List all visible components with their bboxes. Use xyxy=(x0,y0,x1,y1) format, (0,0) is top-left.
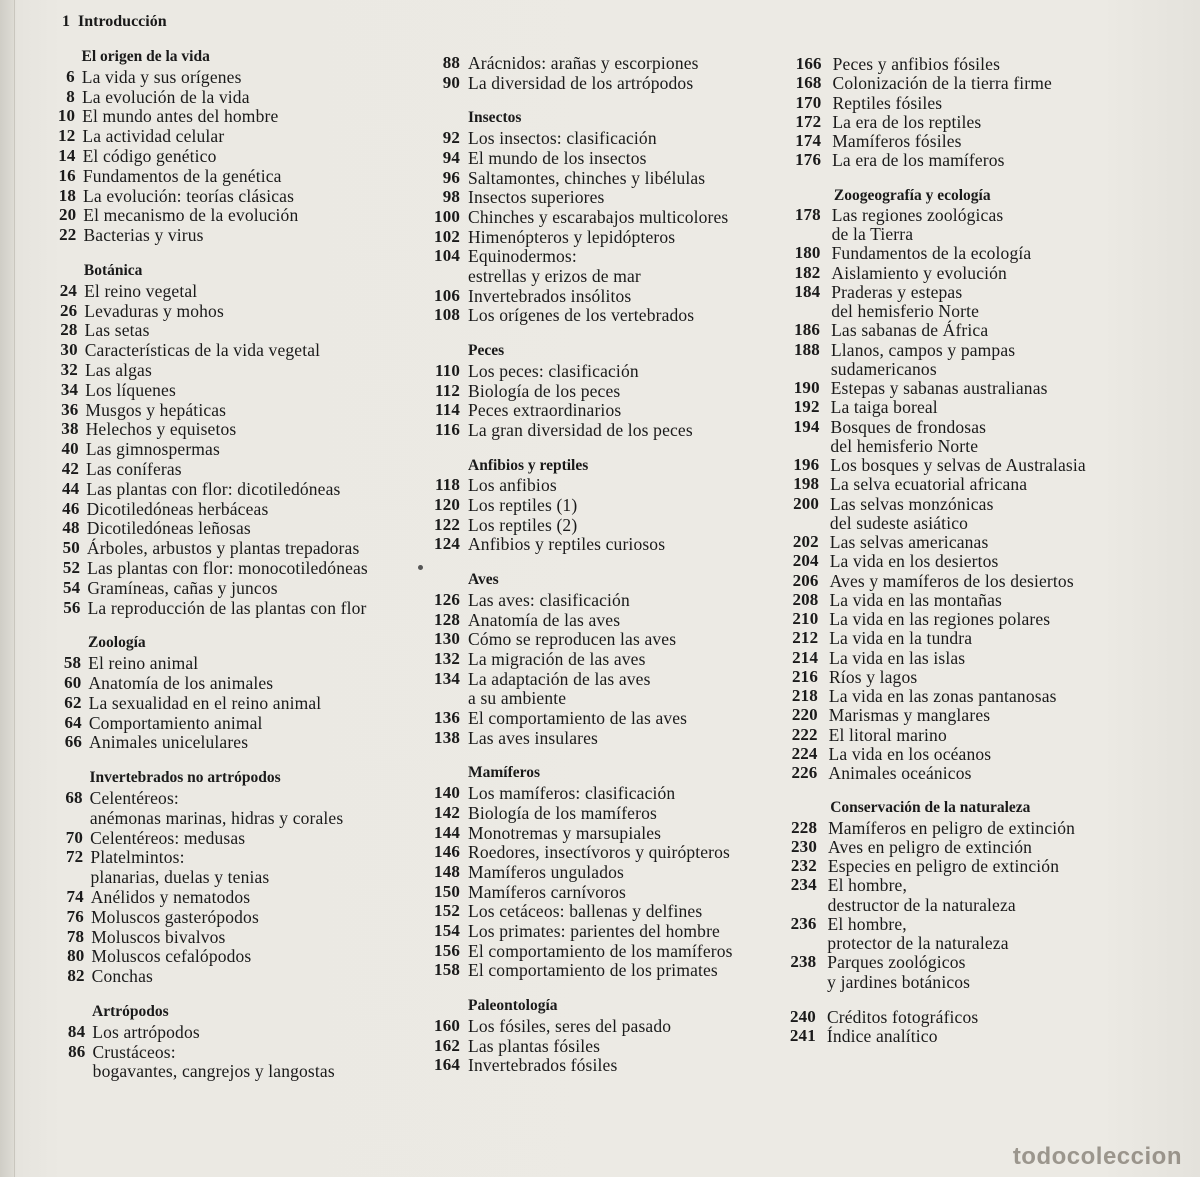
page-number: 240 xyxy=(790,1006,816,1026)
page-number: 136 xyxy=(434,708,460,727)
page-number: 54 xyxy=(63,577,81,597)
page-number: 188 xyxy=(794,339,820,359)
page-number: 104 xyxy=(434,246,460,266)
entry-title: Platelmintos: xyxy=(90,847,185,868)
entry-title: Saltamontes, chinches y libélulas xyxy=(468,167,706,188)
entry-title: Animales oceánicos xyxy=(828,763,972,783)
entry-title: La era de los mamíferos xyxy=(832,150,1005,171)
entry-title: Las regiones zoológicas xyxy=(831,204,1004,225)
entry-title: Arácnidos: arañas y escorpiones xyxy=(468,53,699,73)
entry-title: Celentéreos: xyxy=(89,788,179,808)
entry-title: Árboles, arbustos y plantas trepadoras xyxy=(86,538,360,559)
page-number: 176 xyxy=(795,150,822,170)
page-number: 210 xyxy=(792,609,819,628)
intro-label: Introducción xyxy=(78,13,167,30)
entry-title: La vida y sus orígenes xyxy=(81,66,242,87)
page-number: 60 xyxy=(64,673,82,692)
entry-title: Características de la vida vegetal xyxy=(84,340,321,361)
page-number: 120 xyxy=(434,495,460,514)
page-number: 166 xyxy=(795,54,822,73)
entry-title: Levaduras y mohos xyxy=(84,300,224,321)
entry-title: Celentéreos: medusas xyxy=(90,827,246,848)
entry-title: Los reptiles (1) xyxy=(468,495,578,515)
page-number: 32 xyxy=(60,360,78,379)
entry-title: Aislamiento y evolución xyxy=(831,262,1007,283)
page-number: 216 xyxy=(792,666,818,686)
page-number: 14 xyxy=(58,146,76,165)
page-number: 10 xyxy=(57,106,76,126)
page-number: 144 xyxy=(434,822,460,842)
entry-title: La actividad celular xyxy=(82,126,225,147)
entry-title: Crustáceos: xyxy=(92,1041,176,1062)
page-number: 158 xyxy=(434,960,460,980)
entry-title: Biología de los peces xyxy=(468,380,621,401)
entry-title: Fundamentos de la genética xyxy=(82,165,282,186)
entry-title: La diversidad de los artrópodos xyxy=(468,72,694,93)
page-number: 226 xyxy=(791,763,818,782)
page-number: 114 xyxy=(434,400,460,420)
entry-title: Dicotiledóneas herbáceas xyxy=(86,498,269,519)
page-number: 22 xyxy=(59,225,77,245)
entry-title: La gran diversidad de los peces xyxy=(468,419,693,440)
entry-title: Las plantas con flor: dicotiledóneas xyxy=(86,478,341,499)
page-number: 72 xyxy=(66,847,84,867)
entry-title: Equinodermos: xyxy=(468,246,577,267)
entry-title: La vida en las regiones polares xyxy=(829,609,1051,629)
page-number: 152 xyxy=(434,901,460,921)
page-number: 220 xyxy=(791,705,818,725)
page-number: 12 xyxy=(58,126,76,146)
page-number: 214 xyxy=(792,647,819,667)
page-number: 232 xyxy=(790,856,817,875)
page-number: 74 xyxy=(66,887,84,906)
entry-title: Marismas y manglares xyxy=(828,705,991,726)
entry-title: Chinches y escarabajos multicolores xyxy=(468,206,729,227)
page-number: 84 xyxy=(67,1021,86,1041)
section-heading: Insectos xyxy=(468,109,522,127)
entry-title: Los orígenes de los vertebrados xyxy=(468,305,695,326)
page-number: 18 xyxy=(58,185,77,205)
entry-title: Bosques de frondosas xyxy=(830,416,987,437)
page-number: 212 xyxy=(792,628,819,648)
page-number: 66 xyxy=(64,732,83,752)
entry-title: Las selvas americanas xyxy=(829,532,989,552)
page-number: 150 xyxy=(434,881,460,901)
page-number: 140 xyxy=(434,783,460,803)
page-number: 106 xyxy=(434,285,460,305)
page-number: 38 xyxy=(61,419,79,439)
entry-title: Colonización de la tierra firme xyxy=(832,73,1052,94)
page-number: 172 xyxy=(795,111,822,131)
entry-title: Las plantas fósiles xyxy=(468,1035,601,1056)
entry-title: El mecanismo de la evolución xyxy=(83,205,299,226)
page-number: 142 xyxy=(434,802,460,822)
entry-title: Índice analítico xyxy=(826,1026,938,1046)
page-number: 132 xyxy=(434,648,460,668)
page-number: 30 xyxy=(60,340,78,360)
entry-title: Los líquenes xyxy=(85,379,176,400)
intro-page-number: 1 xyxy=(62,13,70,30)
print-speck xyxy=(418,565,423,570)
page-number: 28 xyxy=(60,320,78,340)
entry-title: Conchas xyxy=(91,966,153,987)
page-number: 116 xyxy=(434,419,460,439)
entry-title: El hombre, xyxy=(827,913,907,934)
page-number: 241 xyxy=(789,1026,816,1045)
page-number: 102 xyxy=(434,226,460,246)
entry-title: El mundo antes del hombre xyxy=(82,106,279,127)
entry-title: La evolución de la vida xyxy=(81,86,250,107)
page-number: 170 xyxy=(795,92,822,112)
section-heading: Artrópodos xyxy=(92,1003,169,1020)
page-number: 168 xyxy=(795,73,822,93)
entry-title: Cómo se reproducen las aves xyxy=(468,629,677,650)
entry-title: Mamíferos carnívoros xyxy=(468,881,627,902)
entry-title: Aves y mamíferos de los desiertos xyxy=(829,570,1074,591)
page-number: 42 xyxy=(61,459,80,478)
entry-title-continuation: del hemisferio Norte xyxy=(831,301,979,321)
entry-title: Roedores, insectívoros y quirópteros xyxy=(468,842,731,863)
page-number: 160 xyxy=(434,1015,460,1035)
page-number: 222 xyxy=(791,724,818,744)
page-number: 162 xyxy=(434,1035,460,1055)
page-number: 44 xyxy=(61,478,80,498)
page-number: 154 xyxy=(434,921,460,940)
page-number: 40 xyxy=(61,439,79,459)
entry-title: Los bosques y selvas de Australasia xyxy=(830,455,1086,475)
page-number: 230 xyxy=(791,836,817,856)
entry-title: Ríos y lagos xyxy=(828,666,918,687)
page-number: 58 xyxy=(63,653,82,673)
entry-title: La evolución: teorías clásicas xyxy=(83,185,295,206)
page-number: 148 xyxy=(434,861,460,881)
entry-title: La sexualidad en el reino animal xyxy=(88,692,322,713)
page-number: 192 xyxy=(793,397,820,417)
entry-title: Las algas xyxy=(84,360,152,380)
page-number: 204 xyxy=(792,551,819,571)
entry-title-continuation: de la Tierra xyxy=(831,224,914,244)
entry-title: La migración de las aves xyxy=(468,648,646,669)
entry-title: El reino animal xyxy=(88,653,199,674)
page-number: 130 xyxy=(434,629,460,649)
page-number: 16 xyxy=(58,165,76,185)
page-number: 6 xyxy=(66,66,75,86)
entry-title: El mundo de los insectos xyxy=(468,147,647,168)
page-number: 124 xyxy=(434,534,460,554)
page-number: 78 xyxy=(66,926,85,946)
page-number: 34 xyxy=(60,379,79,399)
section-heading: El origen de la vida xyxy=(81,48,210,65)
entry-title: Moluscos gasterópodos xyxy=(90,906,259,927)
page-number: 86 xyxy=(68,1041,86,1061)
page-number: 198 xyxy=(793,474,820,494)
page-number: 196 xyxy=(793,455,820,474)
page-number: 200 xyxy=(793,493,820,513)
page-number: 88 xyxy=(442,53,460,72)
entry-title: Aves en peligro de extinción xyxy=(827,836,1033,857)
entry-title: El litoral marino xyxy=(828,724,947,745)
entry-title: Las setas xyxy=(84,320,150,341)
page-number: 184 xyxy=(794,281,821,301)
section-heading: Aves xyxy=(468,571,499,589)
page-number: 98 xyxy=(442,187,460,207)
entry-title: Moluscos bivalvos xyxy=(91,926,226,947)
page-number: 52 xyxy=(62,558,81,577)
page-number: 190 xyxy=(793,378,820,397)
entry-title: Comportamiento animal xyxy=(88,712,263,733)
entry-title: Los artrópodos xyxy=(92,1021,200,1042)
page-number: 194 xyxy=(793,416,820,436)
page-number: 82 xyxy=(67,966,85,986)
entry-title: Reptiles fósiles xyxy=(832,92,943,113)
entry-title: La taiga boreal xyxy=(830,397,938,418)
page-number: 70 xyxy=(65,827,84,847)
entry-title: La vida en las zonas pantanosas xyxy=(828,686,1057,706)
entry-title: Bacterias y virus xyxy=(83,225,204,246)
entry-title: El comportamiento de las aves xyxy=(468,708,688,728)
entry-title-continuation: del hemisferio Norte xyxy=(830,435,979,456)
entry-title: La vida en las montañas xyxy=(829,589,1003,610)
entry-title: Animales unicelulares xyxy=(89,732,249,753)
entry-title: La vida en las islas xyxy=(829,647,966,668)
entry-title: Las aves: clasificación xyxy=(468,589,630,610)
page-number: 100 xyxy=(434,206,460,226)
entry-title: Gramíneas, cañas y juncos xyxy=(87,577,278,598)
entry-title: Los peces: clasificación xyxy=(468,360,639,381)
entry-title: La reproducción de las plantas con flor xyxy=(87,597,367,618)
entry-title: El comportamiento de los mamíferos xyxy=(468,940,733,961)
section-heading: Botánica xyxy=(83,262,143,279)
entry-title: Anfibios y reptiles curiosos xyxy=(468,534,666,555)
entry-title: Fundamentos de la ecología xyxy=(831,243,1032,264)
entry-title: Las plantas con flor: monocotiledóneas xyxy=(87,558,368,578)
intro-entry xyxy=(62,13,167,31)
page-number: 94 xyxy=(442,147,460,167)
entry-title: Anatomía de los animales xyxy=(88,673,274,693)
page-number: 224 xyxy=(791,743,818,763)
entry-title: Insectos superiores xyxy=(468,187,605,208)
entry-title: La vida en la tundra xyxy=(829,628,973,649)
page-number: 180 xyxy=(794,243,821,263)
page-number: 76 xyxy=(66,906,84,926)
page-number: 238 xyxy=(790,952,817,972)
section-heading: Peces xyxy=(468,342,505,360)
entry-title: Los reptiles (2) xyxy=(468,514,578,535)
entry-title: Estepas y sabanas australianas xyxy=(830,378,1048,398)
entry-title: El comportamiento de los primates xyxy=(468,960,718,981)
page-number: 182 xyxy=(794,262,821,282)
page-number: 138 xyxy=(434,727,460,747)
page-number: 110 xyxy=(434,360,460,380)
entry-title: Himenópteros y lepidópteros xyxy=(468,226,676,247)
entry-title: Peces y anfibios fósiles xyxy=(832,54,1001,74)
page-number: 156 xyxy=(434,940,460,960)
entry-title: Mamíferos fósiles xyxy=(832,131,962,151)
entry-title: Los cetáceos: ballenas y delfines xyxy=(468,901,703,922)
page-number: 126 xyxy=(434,589,460,609)
entry-title: La adaptación de las aves xyxy=(468,668,651,689)
entry-title: La vida en los océanos xyxy=(828,743,992,764)
page-number: 218 xyxy=(791,686,818,705)
page-number: 186 xyxy=(794,320,821,340)
entry-title: Moluscos cefalópodos xyxy=(91,946,252,967)
page-number: 96 xyxy=(442,167,460,187)
entry-title: Helechos y equisetos xyxy=(85,419,237,440)
entry-title-continuation: a su ambiente xyxy=(468,688,567,709)
entry-title: Llanos, campos y pampas xyxy=(830,339,1016,360)
page-number: 8 xyxy=(66,86,75,106)
page-number: 228 xyxy=(791,817,818,837)
page-number: 36 xyxy=(61,399,79,419)
page-number: 24 xyxy=(59,280,78,300)
page-number: 128 xyxy=(434,609,460,629)
section-heading: Zoología xyxy=(87,634,146,652)
entry-title: Invertebrados insólitos xyxy=(468,285,632,306)
entry-title: Peces extraordinarios xyxy=(468,400,622,421)
page-number: 108 xyxy=(434,305,460,325)
entry-title-continuation: del sudeste asiático xyxy=(829,512,969,533)
page-number: 62 xyxy=(64,692,82,712)
page-number: 46 xyxy=(62,498,80,518)
page-number: 56 xyxy=(63,597,81,617)
entry-title-continuation: estrellas y erizos de mar xyxy=(468,265,641,286)
entry-title: La vida en los desiertos xyxy=(829,551,999,572)
page-number: 118 xyxy=(434,475,460,495)
page-number: 208 xyxy=(792,589,819,609)
section-heading: Zoogeografía y ecología xyxy=(833,186,991,204)
entry-title: Las aves insulares xyxy=(468,727,599,748)
entry-title: Biología de los mamíferos xyxy=(468,802,657,823)
entry-title: Parques zoológicos xyxy=(827,952,966,973)
entry-title: El código genético xyxy=(82,146,217,166)
entry-title: Las selvas monzónicas xyxy=(830,493,994,514)
section-heading: Invertebrados no artrópodos xyxy=(89,769,281,787)
page-number: 48 xyxy=(62,518,80,538)
entry-title: Invertebrados fósiles xyxy=(468,1055,618,1076)
section-heading: Anfibios y reptiles xyxy=(468,456,589,474)
page-number: 174 xyxy=(795,131,822,150)
section-heading: Paleontología xyxy=(468,997,558,1015)
entry-title: Dicotiledóneas leñosas xyxy=(86,518,251,539)
entry-title-continuation: destructor de la naturaleza xyxy=(827,894,1016,915)
page-number: 92 xyxy=(442,128,460,148)
entry-title: Las coníferas xyxy=(86,459,182,479)
page-number: 146 xyxy=(434,842,460,862)
entry-title: Los fósiles, seres del pasado xyxy=(468,1015,672,1036)
section-heading: Conservación de la naturaleza xyxy=(830,799,1031,817)
page-number: 112 xyxy=(434,380,460,400)
page-number: 134 xyxy=(434,668,460,688)
page-number: 20 xyxy=(58,205,77,225)
entry-title-continuation: protector de la naturaleza xyxy=(827,933,1009,953)
entry-title: Anatomía de las aves xyxy=(468,609,621,630)
section-heading: Mamíferos xyxy=(468,764,541,782)
entry-title: Musgos y hepáticas xyxy=(85,399,227,420)
entry-title-continuation: planarias, duelas y tenias xyxy=(90,867,270,888)
page-number: 68 xyxy=(65,788,83,807)
entry-title: Las sabanas de África xyxy=(831,320,989,341)
page-number: 80 xyxy=(67,946,85,966)
entry-title: La era de los reptiles xyxy=(832,111,982,132)
page-number: 236 xyxy=(790,913,817,933)
watermark-logo: todocoleccion xyxy=(1012,1143,1182,1170)
entry-title: Monotremas y marsupiales xyxy=(468,822,662,843)
page-binding-edge xyxy=(0,0,15,1177)
entry-title: Praderas y estepas xyxy=(831,281,963,302)
entry-title-continuation: sudamericanos xyxy=(830,358,937,379)
entry-title: La selva ecuatorial africana xyxy=(830,474,1028,495)
entry-title-continuation: y jardines botánicos xyxy=(827,971,971,992)
page-number: 206 xyxy=(792,570,819,590)
page-number: 122 xyxy=(434,514,460,534)
page-number: 64 xyxy=(64,712,82,732)
entry-title: Anélidos y nematodos xyxy=(90,887,251,907)
entry-title: Mamíferos ungulados xyxy=(468,861,624,882)
page-number: 164 xyxy=(434,1055,460,1075)
entry-title: Créditos fotográficos xyxy=(826,1006,979,1027)
entry-title: Mamíferos en peligro de extinción xyxy=(828,817,1076,838)
page-number: 26 xyxy=(59,300,78,320)
entry-title: Los anfibios xyxy=(468,475,557,496)
entry-title: Los primates: parientes del hombre xyxy=(468,921,720,941)
entry-title: El reino vegetal xyxy=(84,280,198,301)
entry-title: Los insectos: clasificación xyxy=(468,128,657,149)
entry-title: Especies en peligro de extinción xyxy=(827,856,1060,876)
entry-title-continuation: anémonas marinas, hidras y corales xyxy=(89,807,344,828)
page-number: 234 xyxy=(790,875,817,895)
page-number: 90 xyxy=(442,72,460,92)
page-number: 178 xyxy=(794,204,821,224)
page-number: 50 xyxy=(62,538,80,558)
page-number: 202 xyxy=(792,532,819,551)
entry-title-continuation: bogavantes, cangrejos y langostas xyxy=(92,1061,335,1082)
entry-title: Los mamíferos: clasificación xyxy=(468,783,676,804)
entry-title: El hombre, xyxy=(827,875,907,896)
entry-title: Las gimnospermas xyxy=(85,439,220,460)
